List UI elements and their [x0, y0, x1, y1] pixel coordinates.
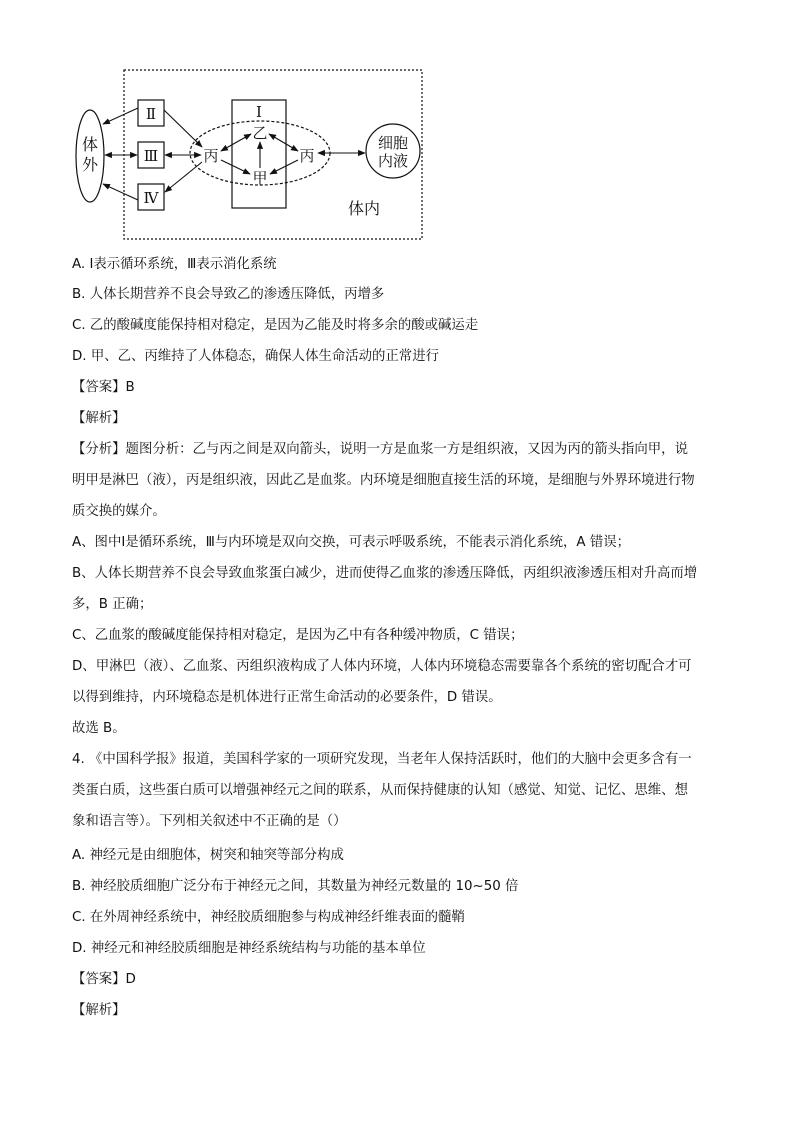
q3-option-d: D. 甲、乙、丙维持了人体稳态，确保人体生命活动的正常进行 [72, 349, 439, 364]
q3-answer: 【答案】B [72, 380, 135, 395]
q4-option-d: D. 神经元和神经胶质细胞是神经系统结构与功能的基本单位 [72, 941, 426, 956]
cell-fluid-label-1: 细胞 [377, 134, 409, 152]
node-bing-right: 丙 [299, 147, 315, 165]
q3-explanation-d-1: D、甲淋巴（液）、乙血浆、丙组织液构成了人体内环境，人体内环境稳态需要靠各个系统的密切配合才可 [72, 659, 692, 674]
q3-explanation-a: A、图中Ⅰ是循环系统，Ⅲ与内环境是双向交换，可表示呼吸系统，不能表示消化系统，A 错误； [72, 535, 630, 550]
arrow-organ2-to-outside [103, 108, 138, 124]
q4-stem-line-1: 4. 《中国科学报》报道，美国科学家的一项研究发现，当老年人保持活跃时，他们的大脑中会更多含有一 [72, 752, 692, 767]
q3-explanation-d-2: 以得到维持，内环境稳态是机体进行正常生命活动的必要条件，D 错误。 [72, 690, 502, 705]
q4-jiexi: 【解析】 [72, 1003, 126, 1018]
q4-option-c: C. 在外周神经系统中，神经胶质细胞参与构成神经纤维表面的髓鞘 [72, 910, 465, 925]
q3-analysis-line-1: 【分析】题图分析：乙与丙之间是双向箭头，说明一方是血浆一方是组织液，又因为丙的箭头指向甲，说 [72, 442, 688, 457]
arrow-organ2-to-bing [164, 110, 202, 147]
q4-answer: 【答案】D [72, 972, 136, 987]
outside-label-1: 体 [81, 135, 99, 154]
q4-option-a: A. 神经元是由细胞体，树突和轴突等部分构成 [72, 848, 344, 863]
system-label-1: Ⅰ [256, 103, 262, 121]
organ-label-4: Ⅳ [143, 189, 159, 207]
organ-label-2: Ⅱ [145, 105, 157, 123]
q3-option-c: C. 乙的酸碱度能保持相对稳定，是因为乙能及时将多余的酸或碱运走 [72, 318, 479, 333]
q3-explanation-c: C、乙血浆的酸碱度能保持相对稳定，是因为乙中有各种缓冲物质，C 错误； [72, 628, 524, 643]
node-jia: 甲 [252, 169, 268, 187]
q3-jiexi: 【解析】 [72, 411, 126, 426]
q3-analysis-line-2: 明甲是淋巴（液），丙是组织液，因此乙是血浆。内环境是细胞直接生活的环境，是细胞与外界环境进行物 [72, 473, 695, 488]
q3-explanation-b-1: B、人体长期营养不良会导致血浆蛋白减少，进而使得乙血浆的渗透压降低，丙组织液渗透压相对升高而增 [72, 566, 698, 581]
node-bing-left: 丙 [203, 147, 219, 165]
q3-option-b: B. 人体长期营养不良会导致乙的渗透压降低，丙增多 [72, 287, 385, 302]
q4-option-b: B. 神经胶质细胞广泛分布于神经元之间，其数量为神经元数量的 10~50 倍 [72, 879, 519, 894]
q4-stem-line-2: 类蛋白质，这些蛋白质可以增强神经元之间的联系，从而保持健康的认知（感觉、知觉、记忆、思维、想 [72, 783, 688, 798]
q3-explanation-b-2: 多，B 正确； [72, 597, 153, 612]
node-yi: 乙 [252, 124, 268, 142]
inside-label: 体内 [348, 199, 381, 218]
body-fluid-diagram [70, 62, 430, 244]
q4-stem-line-3: 象和语言等）。下列相关叙述中不正确的是（） [72, 814, 347, 829]
q3-conclusion: 故选 B。 [72, 721, 126, 736]
q3-option-a: A. Ⅰ表示循环系统，Ⅲ表示消化系统 [72, 257, 277, 272]
q3-analysis-line-3: 质交换的媒介。 [72, 504, 166, 519]
organ-label-3: Ⅲ [143, 147, 159, 165]
outside-label-2: 外 [81, 155, 99, 174]
arrow-bing-to-organ4 [165, 162, 202, 192]
arrow-organ4-to-outside [103, 184, 138, 200]
cell-fluid-label-2: 内液 [377, 152, 409, 170]
